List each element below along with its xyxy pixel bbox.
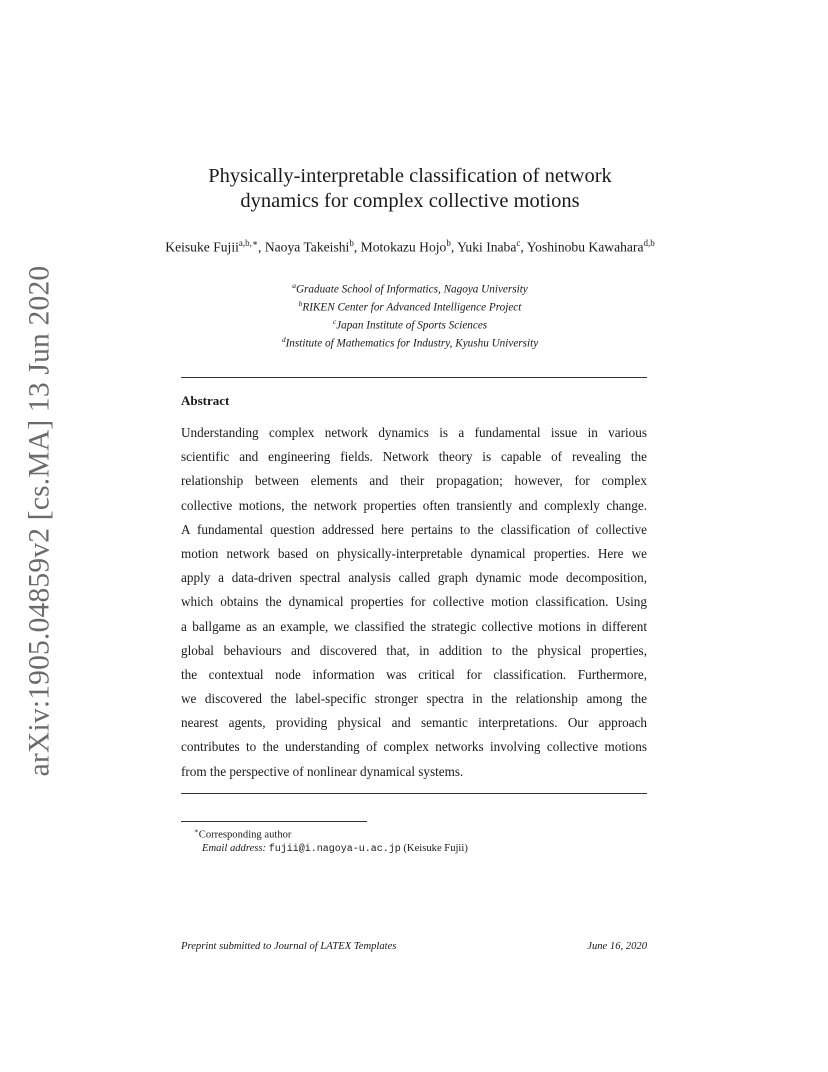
affiliation-text: Institute of Mathematics for Industry, Kyushu University	[285, 337, 539, 350]
email-address: fujii@i.nagoya-u.ac.jp	[268, 843, 401, 855]
email-label: Email address:	[202, 842, 267, 854]
footnote-mark: ∗	[194, 827, 199, 835]
abstract-line: apply a data-driven spectral analysis called graph dynamic mode decomposition,	[181, 570, 647, 586]
author-name: Yuki Inaba	[457, 239, 517, 255]
abstract-line: scientific and engineering fields. Network theory is capable of revealing the	[181, 449, 647, 465]
abstract-line: from the perspective of nonlinear dynamical systems.	[181, 763, 464, 779]
email-owner: (Keisuke Fujii)	[403, 842, 468, 854]
abstract-line: which obtains the dynamical properties for collective motion classification. Using	[181, 594, 647, 610]
abstract-line: we discovered the label-specific stronger spectra in the relationship among the	[181, 691, 647, 707]
title-line: dynamics for complex collective motions	[240, 190, 580, 212]
abstract-line: global behaviours and discovered that, in addition to the physical properties,	[181, 642, 647, 658]
affiliation-text: Graduate School of Informatics, Nagoya University	[295, 283, 528, 296]
abstract-line: the contextual node information was critical for classification. Furthermore,	[181, 666, 647, 682]
author-list: Keisuke Fujii$^{a,b,∗}$, Naoya Takeishi$^b$, Motokazu Hojo$^b$, Yuki Inaba$^c$, Yoshinobu Kawahara$^{d,b}$	[165, 238, 655, 255]
author-affil-mark: d,b	[643, 238, 655, 248]
footnote	[194, 825, 468, 856]
corresponding-author-note	[194, 825, 468, 842]
affiliation-mark: d	[281, 334, 286, 344]
affiliation	[200, 279, 620, 297]
abstract-line: collective motions, the network properties often transiently and complexly change.	[181, 497, 647, 513]
author-name: Naoya Takeishi	[264, 239, 350, 255]
affiliation	[200, 315, 620, 333]
affiliation-mark: c	[332, 316, 337, 326]
abstract-line: nearest agents, providing physical and semantic interpretations. Our approach	[181, 715, 647, 731]
affiliation-list	[200, 279, 620, 351]
abstract-line: motion network based on physically-interpretable dynamical properties. Here we	[181, 545, 647, 561]
abstract-line: A fundamental question addressed here pertains to the classification of collective	[181, 521, 647, 537]
author-name: Motokazu Hojo	[360, 239, 447, 255]
footnote-rule	[181, 821, 367, 822]
affiliation-mark: b	[298, 298, 303, 308]
affiliation-text: Japan Institute of Sports Sciences	[336, 319, 488, 332]
corresponding-label: Corresponding author	[198, 829, 292, 841]
author-affil-mark: c	[516, 238, 521, 248]
abstract-line: Understanding complex network dynamics is a fundamental issue in various	[181, 425, 647, 440]
paper-title	[150, 164, 670, 214]
abstract-top-rule	[181, 377, 647, 378]
author-name: Keisuke Fujii	[165, 239, 239, 255]
author-affil-mark: b	[349, 238, 354, 248]
preprint-note: Preprint submitted to Journal of LATEX Templates	[181, 941, 397, 952]
email-note	[194, 842, 468, 856]
abstract-line: contributes to the understanding of complex networks involving collective motions	[181, 739, 647, 755]
abstract-body	[181, 424, 647, 787]
author-name: Yoshinobu Kawahara	[526, 239, 644, 255]
abstract-line: relationship between elements and their propagation; however, for complex	[181, 473, 647, 489]
abstract-line: a ballgame as an example, we classified the strategic collective motions in different	[181, 618, 647, 634]
affiliation-mark: a	[292, 281, 296, 290]
submission-date: June 16, 2020	[587, 941, 647, 952]
title-line: Physically-interpretable classification of network	[208, 165, 612, 187]
affiliation	[200, 297, 620, 315]
author-affil-mark: a,b,∗	[238, 238, 259, 248]
abstract-bottom-rule	[181, 793, 647, 794]
affiliation	[200, 333, 620, 351]
affiliation-text: RIKEN Center for Advanced Intelligence Project	[302, 301, 522, 314]
arxiv-identifier: arXiv:1905.04859v2 [cs.MA] 13 Jun 2020	[23, 265, 56, 777]
author-affil-mark: b	[446, 238, 451, 248]
abstract-heading: Abstract	[181, 393, 230, 408]
